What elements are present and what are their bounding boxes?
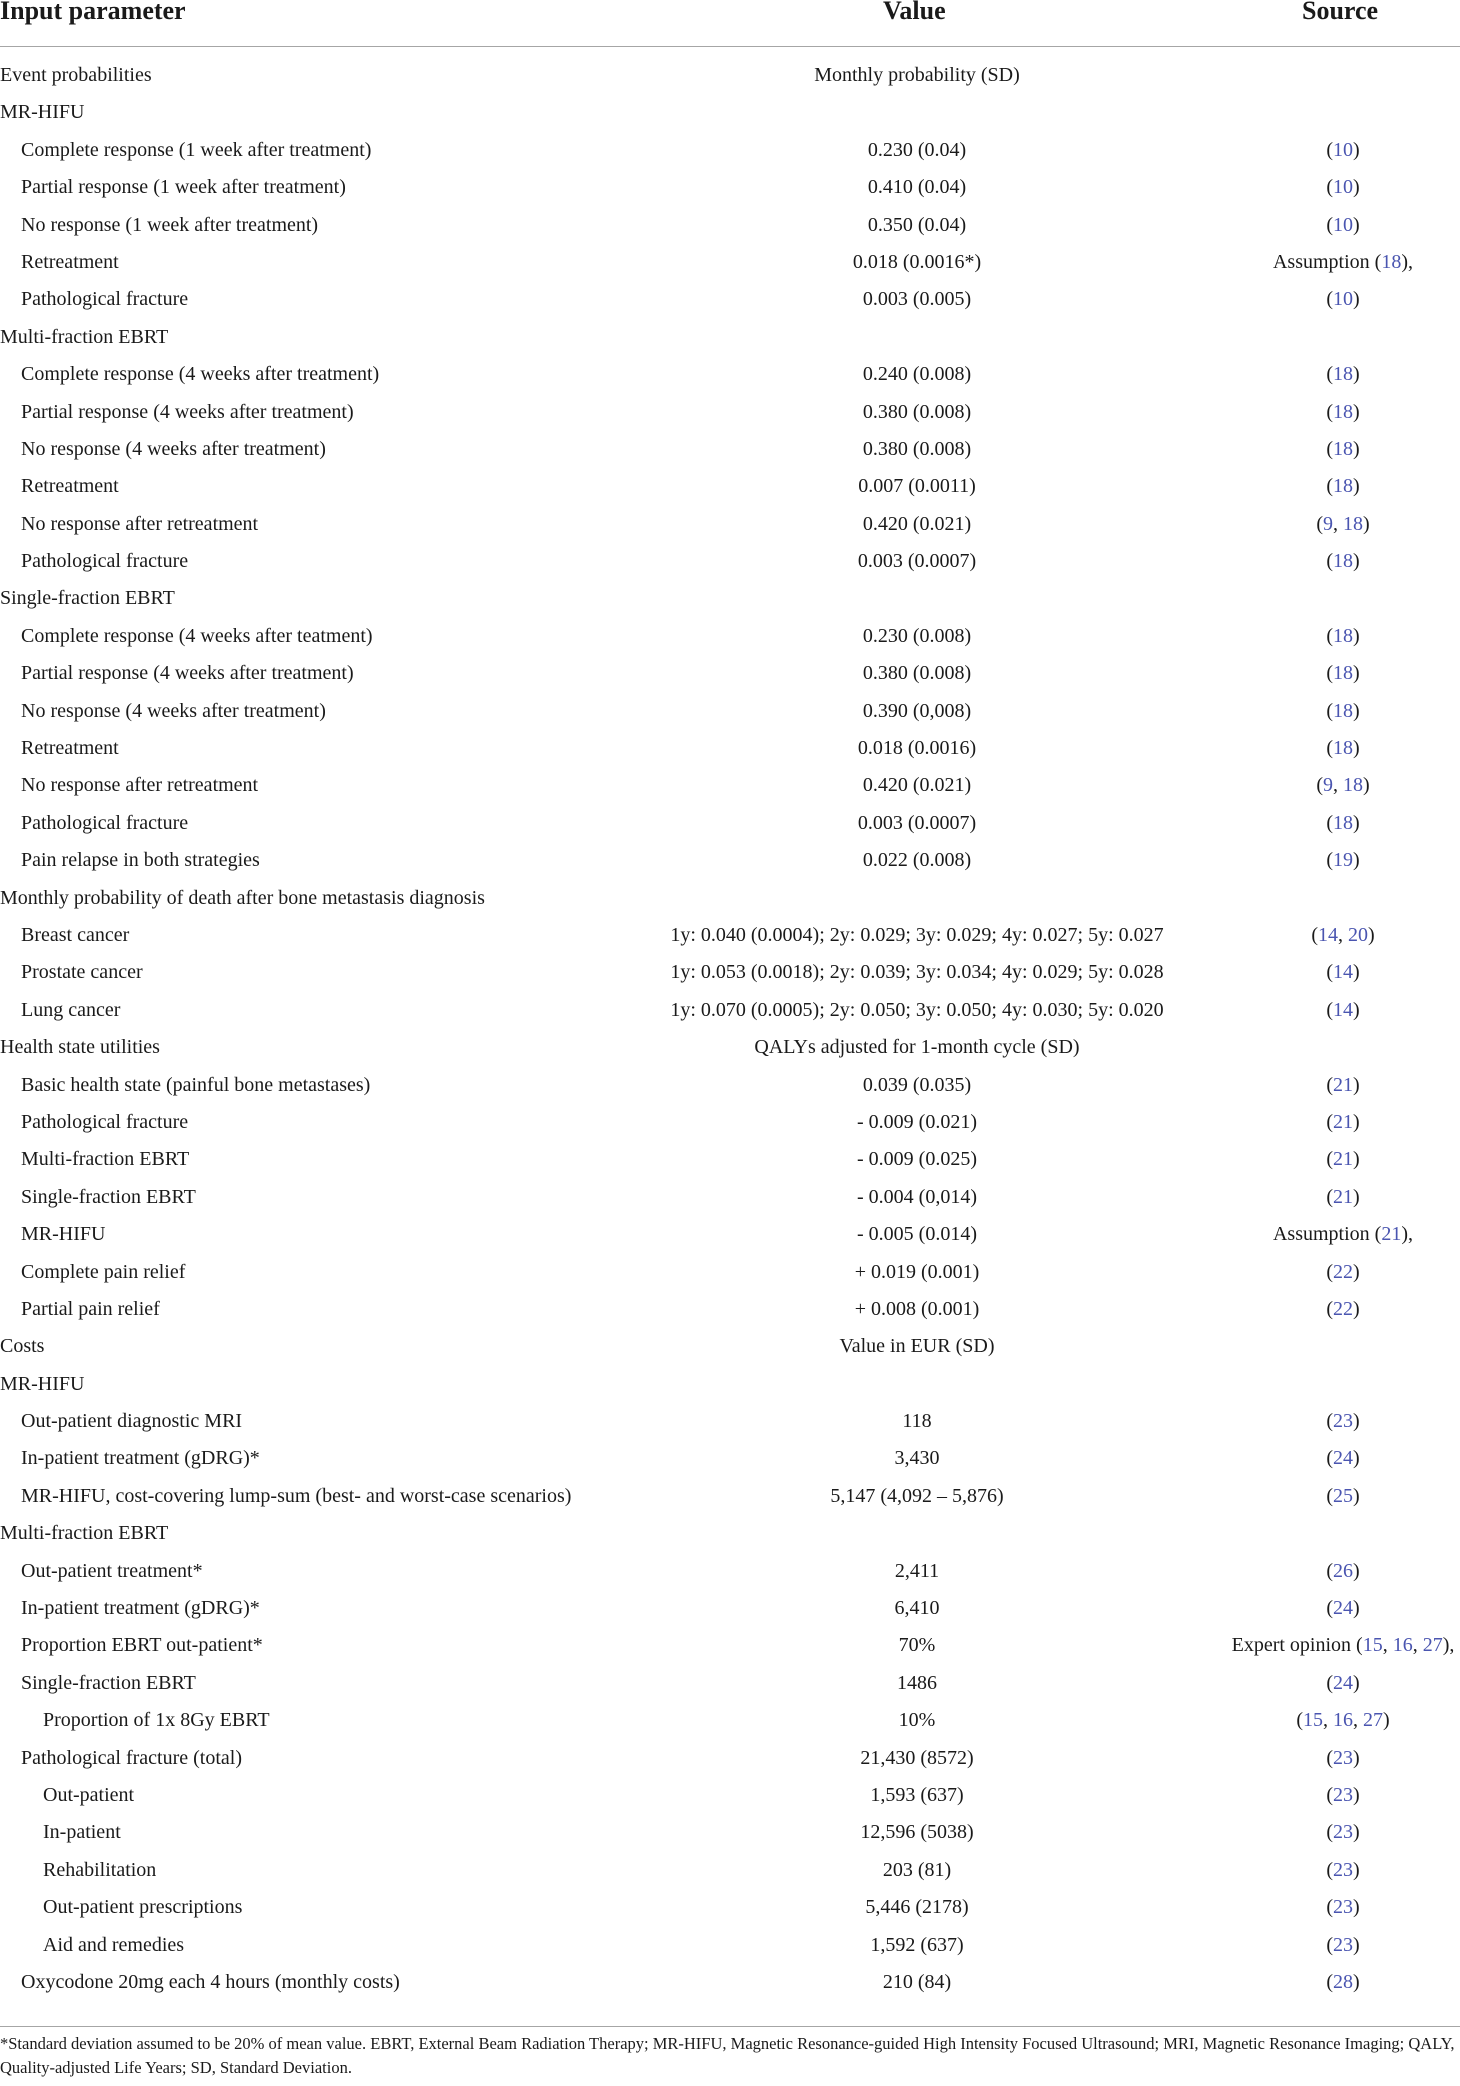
value-cell: 21,430 (8572) — [860, 1746, 974, 1769]
table-row — [0, 730, 1460, 767]
parameter-cell: No response after retreatment — [21, 774, 259, 797]
table-row — [0, 207, 1460, 244]
table-row — [0, 805, 1460, 842]
table-row — [0, 693, 1460, 730]
reference-link[interactable]: 14 — [1333, 998, 1353, 1021]
table-bottom-rule — [0, 2026, 1460, 2027]
section-row — [0, 1029, 1460, 1066]
value-cell: QALYs adjusted for 1-month cycle (SD) — [754, 1036, 1080, 1059]
table-row — [0, 655, 1460, 692]
parameter-cell: MR-HIFU, cost-covering lump-sum (best- and worst-case scenarios) — [21, 1484, 572, 1507]
reference-link[interactable]: 23 — [1333, 1410, 1353, 1433]
source-cell: (15, 16, 27) — [1296, 1709, 1390, 1732]
reference-link[interactable]: 9 — [1323, 774, 1333, 797]
table-row — [0, 1852, 1460, 1889]
table-row — [0, 1104, 1460, 1141]
reference-link[interactable]: 21 — [1381, 1223, 1402, 1246]
value-cell: 1,593 (637) — [870, 1783, 964, 1806]
parameter-cell: Monthly probability of death after bone metastasis diagnosis — [0, 886, 485, 909]
reference-link[interactable]: 18 — [1333, 811, 1353, 834]
value-cell: - 0.004 (0,014) — [857, 1185, 977, 1208]
table-row — [0, 618, 1460, 655]
source-cell: (18) — [1326, 400, 1360, 423]
parameter-cell: Out-patient — [43, 1783, 135, 1806]
value-cell: Value in EUR (SD) — [839, 1335, 995, 1358]
table-body — [0, 57, 1460, 2001]
reference-link[interactable]: 23 — [1333, 1746, 1353, 1769]
parameter-cell: Breast cancer — [21, 923, 130, 946]
header-input-parameter: Input parameter — [0, 0, 186, 25]
table-row — [0, 1553, 1460, 1590]
source-cell: (10) — [1326, 176, 1360, 199]
header-value: Value — [883, 0, 946, 25]
parameter-cell: Partial response (1 week after treatment) — [21, 176, 346, 199]
section-row — [0, 94, 1460, 131]
source-cell: (18) — [1326, 475, 1360, 498]
table-row — [0, 1777, 1460, 1814]
source-cell: (18) — [1326, 662, 1360, 685]
table-row — [0, 1964, 1460, 2001]
value-cell: 5,446 (2178) — [865, 1896, 969, 1919]
reference-link[interactable]: 21 — [1333, 1073, 1353, 1096]
section-row — [0, 57, 1460, 94]
value-cell: 0.003 (0.005) — [862, 288, 972, 311]
parameter-cell: Pain relapse in both strategies — [21, 849, 260, 872]
source-cell: (10) — [1326, 288, 1360, 311]
table-row — [0, 1440, 1460, 1477]
source-cell: (23) — [1326, 1746, 1360, 1769]
parameter-cell: Rehabilitation — [43, 1858, 157, 1881]
parameter-cell: Proportion EBRT out-patient* — [21, 1634, 263, 1657]
reference-link[interactable]: 18 — [1333, 475, 1353, 498]
table-row — [0, 506, 1460, 543]
parameter-cell: Pathological fracture — [21, 1110, 189, 1133]
reference-link[interactable]: 27 — [1363, 1709, 1383, 1732]
reference-link[interactable]: 18 — [1343, 774, 1363, 797]
value-cell: - 0.009 (0.025) — [857, 1148, 977, 1171]
source-cell: (23) — [1326, 1410, 1360, 1433]
parameter-cell: No response (4 weeks after treatment) — [21, 699, 326, 722]
parameter-cell: Retreatment — [21, 475, 119, 498]
parameter-cell: Health state utilities — [0, 1036, 160, 1059]
reference-link[interactable]: 19 — [1333, 849, 1353, 872]
parameter-cell: Proportion of 1x 8Gy EBRT — [43, 1709, 270, 1732]
value-cell: 0.230 (0.04) — [867, 138, 967, 161]
table-row — [0, 394, 1460, 431]
parameter-cell: Out-patient diagnostic MRI — [21, 1410, 243, 1433]
reference-link[interactable]: 10 — [1333, 288, 1353, 311]
table-row — [0, 1141, 1460, 1178]
reference-link[interactable]: 24 — [1333, 1597, 1353, 1620]
reference-link[interactable]: 27 — [1422, 1634, 1443, 1657]
parameter-cell: Complete pain relief — [21, 1260, 186, 1283]
parameter-cell: Aid and remedies — [43, 1933, 185, 1956]
parameter-cell: No response (4 weeks after treatment) — [21, 437, 326, 460]
source-cell: (21) — [1326, 1073, 1360, 1096]
table-row — [0, 1291, 1460, 1328]
source-cell: (14) — [1326, 961, 1360, 984]
table-row — [0, 1927, 1460, 1964]
parameter-cell: Pathological fracture — [21, 550, 189, 573]
table-row — [0, 767, 1460, 804]
reference-link[interactable]: 10 — [1333, 176, 1353, 199]
header-source: Source — [1302, 0, 1379, 25]
parameter-cell: Basic health state (painful bone metastases) — [21, 1073, 371, 1096]
parameter-cell: Single-fraction EBRT — [21, 1671, 196, 1694]
reference-link[interactable]: 18 — [1333, 737, 1353, 760]
source-cell: (18) — [1326, 550, 1360, 573]
parameter-cell: Prostate cancer — [21, 961, 143, 984]
value-cell: 5,147 (4,092 – 5,876) — [830, 1484, 1004, 1507]
value-cell: 118 — [902, 1410, 932, 1433]
table-row — [0, 992, 1460, 1029]
value-cell: 0.018 (0.0016*) — [852, 250, 982, 273]
reference-link[interactable]: 18 — [1381, 250, 1402, 273]
source-cell: (14, 20) — [1311, 923, 1375, 946]
parameter-cell: MR-HIFU — [0, 101, 85, 124]
reference-link[interactable]: 23 — [1333, 1933, 1353, 1956]
reference-link[interactable]: 28 — [1333, 1970, 1353, 1993]
reference-link[interactable]: 18 — [1333, 363, 1353, 386]
table-row — [0, 431, 1460, 468]
value-cell: 203 (81) — [882, 1858, 952, 1881]
section-row — [0, 319, 1460, 356]
source-cell: (24) — [1326, 1447, 1360, 1470]
table-row — [0, 1403, 1460, 1440]
source-cell: (18) — [1326, 699, 1360, 722]
reference-link[interactable]: 21 — [1333, 1148, 1353, 1171]
value-cell: 0.230 (0.008) — [862, 624, 972, 647]
value-cell: 0.420 (0.021) — [862, 512, 972, 535]
value-cell: 0.380 (0.008) — [862, 662, 972, 685]
table-row — [0, 1179, 1460, 1216]
value-cell: 10% — [898, 1709, 936, 1732]
reference-link[interactable]: 22 — [1333, 1297, 1353, 1320]
reference-link[interactable]: 16 — [1392, 1634, 1413, 1657]
table-row — [0, 1067, 1460, 1104]
reference-link[interactable]: 21 — [1333, 1110, 1353, 1133]
parameter-cell: Costs — [0, 1335, 45, 1358]
reference-link[interactable]: 18 — [1333, 437, 1353, 460]
reference-link[interactable]: 23 — [1333, 1858, 1353, 1881]
parameter-cell: Out-patient treatment* — [21, 1559, 203, 1582]
source-cell: (21) — [1326, 1110, 1360, 1133]
parameter-cell: Lung cancer — [21, 998, 121, 1021]
table-row — [0, 543, 1460, 580]
value-cell: 0.039 (0.035) — [862, 1073, 972, 1096]
reference-link[interactable]: 18 — [1333, 699, 1353, 722]
value-cell: 2,411 — [894, 1559, 940, 1582]
reference-link[interactable]: 20 — [1348, 923, 1368, 946]
value-cell: 0.022 (0.008) — [862, 849, 972, 872]
source-cell: (10) — [1326, 138, 1360, 161]
reference-link[interactable]: 10 — [1333, 213, 1353, 236]
parameter-cell: Oxycodone 20mg each 4 hours (monthly costs) — [21, 1970, 400, 1993]
value-cell: 6,410 — [894, 1597, 940, 1620]
source-cell: (9, 18) — [1316, 512, 1370, 535]
source-cell: (23) — [1326, 1821, 1360, 1844]
table-row — [0, 1702, 1460, 1739]
value-cell: 3,430 — [894, 1447, 940, 1470]
parameter-cell: Single-fraction EBRT — [0, 587, 175, 610]
source-cell: (24) — [1326, 1671, 1360, 1694]
table-row — [0, 1478, 1460, 1515]
source-cell: (14) — [1326, 998, 1360, 1021]
value-cell: 12,596 (5038) — [860, 1821, 974, 1844]
parameter-cell: Complete response (4 weeks after treatment) — [21, 363, 380, 386]
parameter-cell: Pathological fracture — [21, 811, 189, 834]
source-cell: (23) — [1326, 1783, 1360, 1806]
reference-link[interactable]: 18 — [1333, 550, 1353, 573]
source-cell: Assumption (18), — [1272, 250, 1413, 273]
section-row — [0, 580, 1460, 617]
reference-link[interactable]: 18 — [1333, 662, 1353, 685]
reference-link[interactable]: 23 — [1333, 1896, 1353, 1919]
table-row — [0, 169, 1460, 206]
reference-link[interactable]: 18 — [1333, 624, 1353, 647]
reference-link[interactable]: 18 — [1333, 400, 1353, 423]
source-cell: Expert opinion (15, 16, 27), — [1231, 1634, 1455, 1657]
source-cell: (21) — [1326, 1185, 1360, 1208]
source-cell: (28) — [1326, 1970, 1360, 1993]
source-cell: (23) — [1326, 1896, 1360, 1919]
table-footnote: *Standard deviation assumed to be 20% of mean value. EBRT, External Beam Radiation Therapy; MR-HIFU, Magnetic Resonance-guided High Intensity Focused Ultrasound; MRI, Magnetic Resonance Imaging; QALY, Quality-adjusted Life Years; SD, Standard Deviation. — [0, 2034, 1455, 2077]
section-row — [0, 880, 1460, 917]
value-cell: 1y: 0.070 (0.0005); 2y: 0.050; 3y: 0.050; 4y: 0.030; 5y: 0.020 — [670, 998, 1164, 1021]
parameter-cell: Partial pain relief — [21, 1297, 160, 1320]
value-cell: 0.380 (0.008) — [862, 437, 972, 460]
reference-link[interactable]: 23 — [1333, 1783, 1353, 1806]
reference-link[interactable]: 24 — [1333, 1447, 1353, 1470]
parameter-cell: MR-HIFU — [0, 1372, 85, 1395]
value-cell: 70% — [898, 1634, 936, 1657]
source-cell: (18) — [1326, 437, 1360, 460]
parameter-cell: MR-HIFU — [21, 1223, 106, 1246]
table-row — [0, 842, 1460, 879]
parameter-cell: Multi-fraction EBRT — [0, 1522, 169, 1545]
reference-link[interactable]: 26 — [1333, 1559, 1353, 1582]
source-cell: (18) — [1326, 363, 1360, 386]
table-row — [0, 132, 1460, 169]
source-cell: (21) — [1326, 1148, 1360, 1171]
source-cell: (18) — [1326, 737, 1360, 760]
value-cell: 0.018 (0.0016) — [857, 737, 977, 760]
parameter-cell: Partial response (4 weeks after treatment) — [21, 400, 354, 423]
parameter-cell: Single-fraction EBRT — [21, 1185, 196, 1208]
reference-link[interactable]: 14 — [1333, 961, 1353, 984]
parameter-cell: No response after retreatment — [21, 512, 259, 535]
value-cell: 0.380 (0.008) — [862, 400, 972, 423]
table-row — [0, 244, 1460, 281]
source-cell: (18) — [1326, 624, 1360, 647]
reference-link[interactable]: 25 — [1333, 1484, 1353, 1507]
reference-link[interactable]: 24 — [1333, 1671, 1353, 1694]
value-cell: 0.003 (0.0007) — [857, 811, 977, 834]
source-cell: (23) — [1326, 1858, 1360, 1881]
source-cell: (26) — [1326, 1559, 1360, 1582]
table-row — [0, 1254, 1460, 1291]
source-cell: (24) — [1326, 1597, 1360, 1620]
table-row — [0, 1216, 1460, 1253]
reference-link[interactable]: 9 — [1323, 512, 1333, 535]
reference-link[interactable]: 14 — [1318, 923, 1338, 946]
parameter-cell: Event probabilities — [0, 64, 152, 86]
value-cell: + 0.019 (0.001) — [854, 1260, 980, 1283]
table-row — [0, 954, 1460, 991]
table-row — [0, 1627, 1460, 1664]
parameter-cell: In-patient — [43, 1821, 121, 1844]
parameter-cell: Complete response (1 week after treatment) — [21, 138, 372, 161]
source-cell: Assumption (21), — [1272, 1223, 1413, 1246]
parameter-cell: Multi-fraction EBRT — [21, 1148, 190, 1171]
value-cell: 0.007 (0.0011) — [858, 475, 976, 498]
source-cell: (9, 18) — [1316, 774, 1370, 797]
section-row — [0, 1366, 1460, 1403]
value-cell: 0.003 (0.0007) — [857, 550, 977, 573]
source-cell: (19) — [1326, 849, 1360, 872]
table-header — [0, 0, 1460, 47]
value-cell: 1y: 0.040 (0.0004); 2y: 0.029; 3y: 0.029; 4y: 0.027; 5y: 0.027 — [670, 923, 1164, 946]
reference-link[interactable]: 15 — [1362, 1634, 1383, 1657]
reference-link[interactable]: 15 — [1303, 1709, 1323, 1732]
value-cell: 210 (84) — [882, 1970, 952, 1993]
value-cell: 0.240 (0.008) — [862, 363, 972, 386]
table-row — [0, 1889, 1460, 1926]
parameter-cell: Retreatment — [21, 737, 119, 760]
parameter-cell: No response (1 week after treatment) — [21, 213, 319, 236]
section-row — [0, 1515, 1460, 1552]
parameter-cell: Pathological fracture — [21, 288, 189, 311]
source-cell: (25) — [1326, 1484, 1360, 1507]
parameter-cell: Out-patient prescriptions — [43, 1896, 243, 1919]
source-cell: (22) — [1326, 1260, 1360, 1283]
reference-link[interactable]: 10 — [1333, 138, 1353, 161]
source-cell: (22) — [1326, 1297, 1360, 1320]
value-cell: 1,592 (637) — [870, 1933, 964, 1956]
value-cell: Monthly probability (SD) — [814, 64, 1020, 86]
value-cell: 0.350 (0.04) — [867, 213, 967, 236]
table-row — [0, 468, 1460, 505]
table-row — [0, 281, 1460, 318]
source-cell: (10) — [1326, 213, 1360, 236]
reference-link[interactable]: 18 — [1343, 512, 1363, 535]
section-row — [0, 1328, 1460, 1365]
value-cell: 0.410 (0.04) — [867, 176, 967, 199]
table-row — [0, 1590, 1460, 1627]
value-cell: 0.390 (0,008) — [862, 699, 972, 722]
value-cell: - 0.005 (0.014) — [857, 1223, 977, 1246]
parameter-cell: Pathological fracture (total) — [21, 1746, 243, 1769]
parameter-cell: Partial response (4 weeks after treatment) — [21, 662, 354, 685]
reference-link[interactable]: 16 — [1333, 1709, 1353, 1732]
reference-link[interactable]: 21 — [1333, 1185, 1353, 1208]
reference-link[interactable]: 23 — [1333, 1821, 1353, 1844]
parameter-cell: Complete response (4 weeks after teatment) — [21, 624, 373, 647]
value-cell: 1486 — [897, 1671, 937, 1694]
parameter-cell: In-patient treatment (gDRG)* — [21, 1447, 260, 1470]
value-cell: 1y: 0.053 (0.0018); 2y: 0.039; 3y: 0.034; 4y: 0.029; 5y: 0.028 — [670, 961, 1164, 984]
table-row — [0, 1665, 1460, 1702]
source-cell: (23) — [1326, 1933, 1360, 1956]
parameter-cell: Multi-fraction EBRT — [0, 325, 169, 348]
value-cell: - 0.009 (0.021) — [857, 1110, 977, 1133]
value-cell: 0.420 (0.021) — [862, 774, 972, 797]
value-cell: + 0.008 (0.001) — [854, 1297, 980, 1320]
parameter-cell: Retreatment — [21, 250, 119, 273]
table-row — [0, 1814, 1460, 1851]
table-row — [0, 917, 1460, 954]
table-row — [0, 356, 1460, 393]
source-cell: (18) — [1326, 811, 1360, 834]
reference-link[interactable]: 22 — [1333, 1260, 1353, 1283]
table-row — [0, 1740, 1460, 1777]
parameter-cell: In-patient treatment (gDRG)* — [21, 1597, 260, 1620]
